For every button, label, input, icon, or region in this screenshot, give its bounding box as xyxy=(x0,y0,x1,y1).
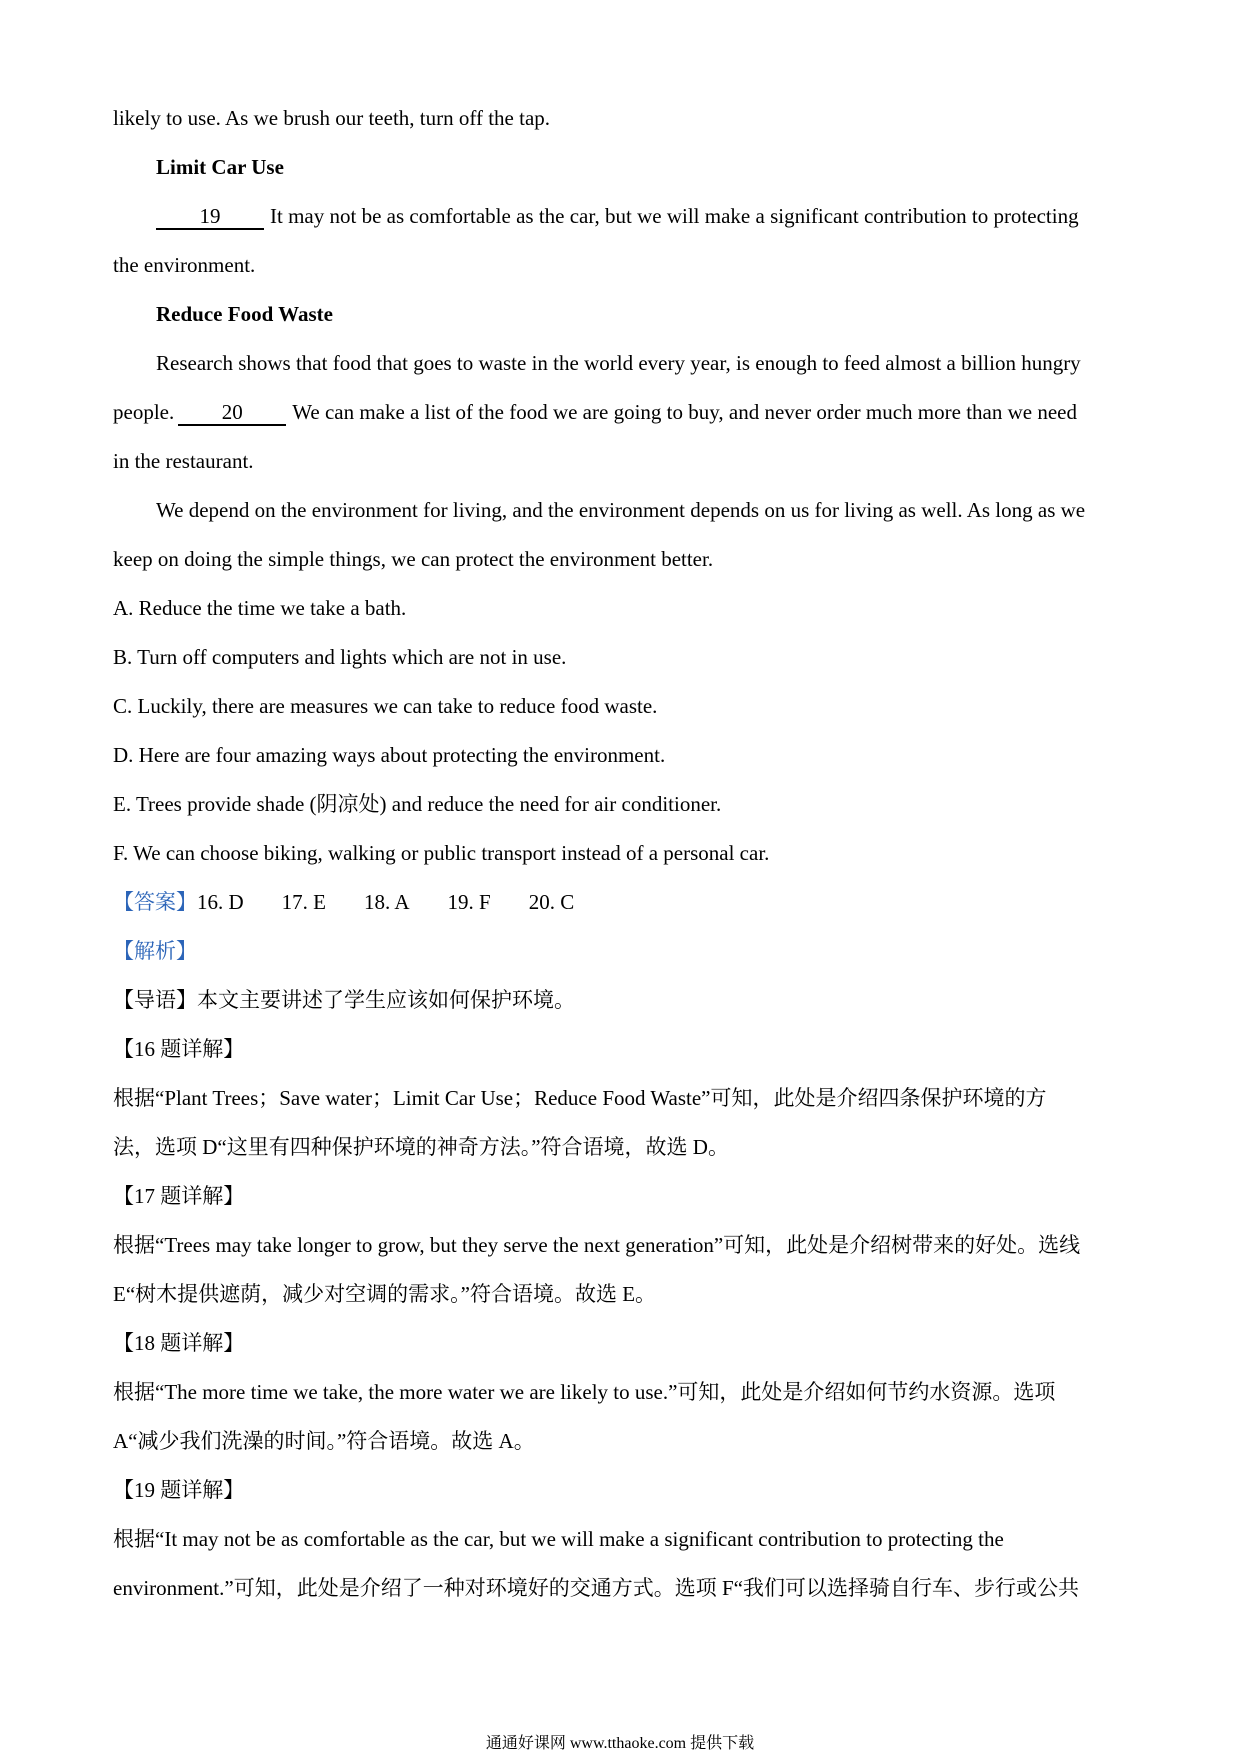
passage-line: We depend on the environment for living, and the environment depends on us for living as well. As long as we xyxy=(156,498,1086,522)
detail-text: environment.”可知，此处是介绍了一种对环境好的交通方式。选项 F“我们可以选择骑自行车、步行或公共 xyxy=(113,1576,1079,1600)
detail-text: E“树木提供遮荫，减少对空调的需求。”符合语境。故选 E。 xyxy=(113,1282,657,1306)
passage-text: We can make a list of the food we are going to buy, and never order much more than we need xyxy=(292,400,1077,424)
answer-blank-19: 19 xyxy=(156,204,264,230)
answer-item: 20. C xyxy=(528,890,575,914)
answer-item: 17. E xyxy=(281,890,326,914)
answer-item: 16. D xyxy=(197,890,244,914)
detail-text: 根据“The more time we take, the more water we are likely to use.”可知，此处是介绍如何节约水资源。选项 xyxy=(113,1380,1056,1404)
option-e: E. Trees provide shade (阴凉处) and reduce the need for air conditioner. xyxy=(113,792,722,816)
detail-text: 法，选项 D“这里有四种保护环境的神奇方法。”符合语境，故选 D。 xyxy=(113,1135,729,1159)
passage-paragraph-19 xyxy=(156,202,1133,230)
passage-text: people. xyxy=(113,400,175,424)
detail-title-19: 【19 题详解】 xyxy=(113,1478,245,1502)
detail-title-18: 【18 题详解】 xyxy=(113,1331,245,1355)
detail-title-17: 【17 题详解】 xyxy=(113,1184,245,1208)
option-b: B. Turn off computers and lights which are not in use. xyxy=(113,645,567,669)
passage-line: the environment. xyxy=(113,253,256,277)
passage-text: It may not be as comfortable as the car, but we will make a significant contribution to protecting xyxy=(270,204,1079,228)
answer-tag: 【答案】 xyxy=(113,890,197,914)
passage-paragraph-20 xyxy=(113,398,1133,426)
answer-item: 18. A xyxy=(364,890,410,914)
passage-line: likely to use. As we brush our teeth, turn off the tap. xyxy=(113,106,551,130)
passage-line: in the restaurant. xyxy=(113,449,254,473)
detail-text: 根据“Trees may take longer to grow, but they serve the next generation”可知，此处是介绍树带来的好处。选线 xyxy=(113,1233,1081,1257)
page-footer: 通通好课网 www.tthaoke.com 提供下载 xyxy=(485,1735,755,1752)
passage-line: Research shows that food that goes to waste in the world every year, is enough to feed almost a billion hungry xyxy=(156,351,1081,375)
analysis-tag: 【解析】 xyxy=(113,939,197,963)
answer-item: 19. F xyxy=(447,890,491,914)
answer-blank-20: 20 xyxy=(178,400,286,426)
section-heading-limit-car-use: Limit Car Use xyxy=(156,155,284,179)
option-d: D. Here are four amazing ways about protecting the environment. xyxy=(113,743,666,767)
detail-text: A“减少我们洗澡的时间。”符合语境。故选 A。 xyxy=(113,1429,535,1453)
passage-line: keep on doing the simple things, we can protect the environment better. xyxy=(113,547,714,571)
option-a: A. Reduce the time we take a bath. xyxy=(113,596,407,620)
option-c: C. Luckily, there are measures we can take to reduce food waste. xyxy=(113,694,658,718)
detail-title-16: 【16 题详解】 xyxy=(113,1037,245,1061)
section-heading-reduce-food-waste: Reduce Food Waste xyxy=(156,302,333,326)
detail-text: 根据“Plant Trees；Save water；Limit Car Use；Reduce Food Waste”可知，此处是介绍四条保护环境的方 xyxy=(113,1086,1047,1110)
option-f: F. We can choose biking, walking or public transport instead of a personal car. xyxy=(113,841,770,865)
detail-text: 根据“It may not be as comfortable as the car, but we will make a significant contribution to protecting the xyxy=(113,1527,1004,1551)
analysis-intro: 【导语】本文主要讲述了学生应该如何保护环境。 xyxy=(113,988,575,1012)
answer-line xyxy=(113,888,1133,916)
